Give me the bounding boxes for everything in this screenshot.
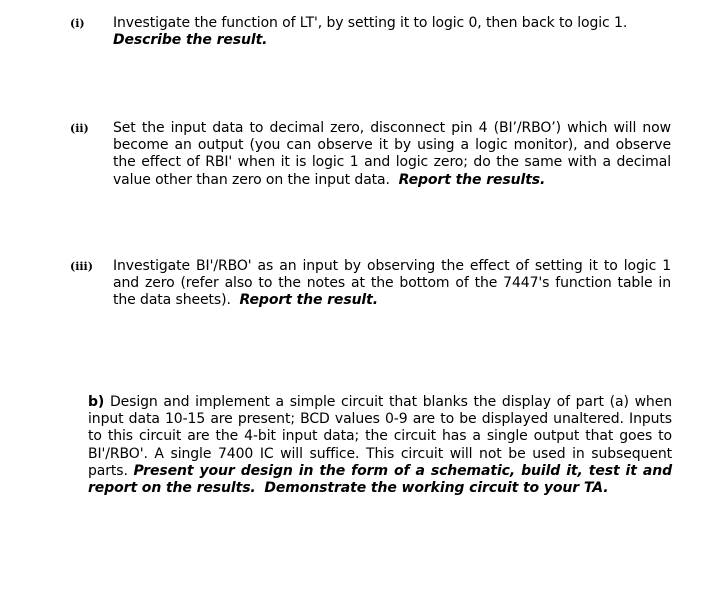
item-body: Investigate the function of LT', by setting it to logic 0, then back to logic 1.	[113, 15, 628, 31]
item-emphasis: Report the results.	[398, 171, 546, 188]
item-label: (ii)	[70, 122, 89, 135]
item-body: Set the input data to decimal zero, disconnect pin 4 (BI’/RBO’) which will now become an output (you can observe it by using a logic monitor), and observe the effect of RBI' when it is logic 1 and logic zero; do the same with a decimal value other than zero on the input data.	[113, 120, 671, 188]
item-emphasis: Report the result.	[239, 292, 378, 309]
item-text	[113, 15, 668, 49]
part-b-emphasis-2: Demonstrate the working circuit to your TA.	[264, 480, 609, 497]
item-text	[113, 120, 671, 189]
part-b-body: Design and implement a simple circuit that blanks the display of part (a) when input data 10-15 are present; BCD values 0-9 are to be displayed unaltered. Inputs to this circuit are the 4-bit input data; the circuit has a single output that goes to BI'/RBO'. A single 7400 IC will suffice. This circuit will not be used in subsequent parts.	[88, 394, 672, 479]
item-text	[113, 258, 671, 310]
item-label: (i)	[70, 17, 85, 30]
part-b-text	[88, 394, 672, 497]
part-b-label: b)	[88, 394, 105, 410]
item-emphasis: Describe the result.	[113, 32, 268, 49]
item-label: (iii)	[70, 260, 93, 273]
item-body: Investigate BI'/RBO' as an input by observing the effect of setting it to logic 1 and zero (refer also to the notes at the bottom of the 7447's function table in the data sheets).	[113, 258, 671, 309]
part-b-emphasis-1: Present your design in the form of a schematic, build it, test it and report on the results.	[88, 462, 672, 497]
